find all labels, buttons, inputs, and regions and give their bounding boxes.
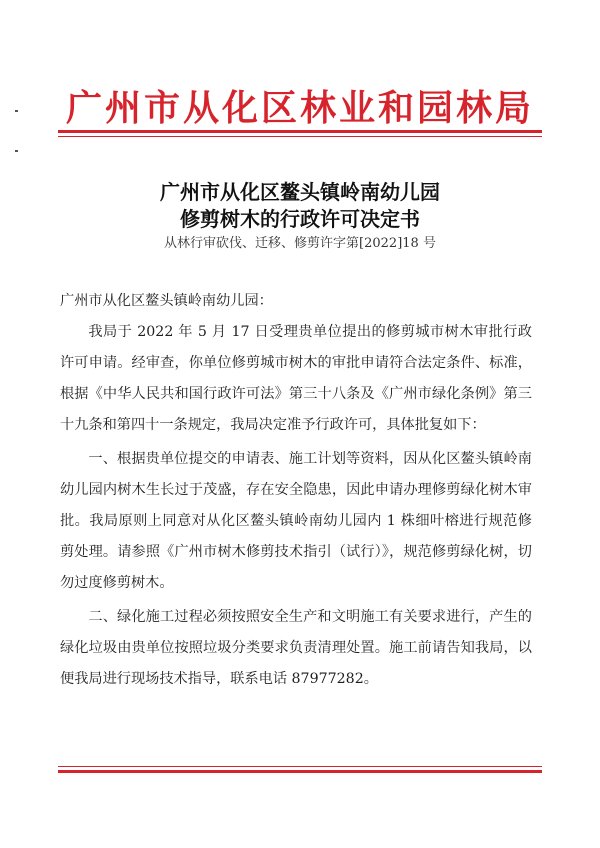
- document-number: 从林行审砍伐、迁移、修剪许字第[2022]18 号: [164, 236, 436, 251]
- paragraph-acceptance: 我局于 2022 年 5 月 17 日受理贵单位提出的修剪城市树木审批行政许可申请。经审查，你单位修剪城市树木的审批申请符合法定条件、标准，根据《中华人民共和国行政许可法》第三十八条及《广州市绿化条例》第三十九条和第四十一条规定，我局决定准予行政许可，具体批复如下：: [60, 324, 532, 433]
- footer-red-rule-thick: [58, 770, 542, 773]
- header-red-rule-thin: [58, 136, 542, 137]
- paragraph-approval-item-1: 一、根据贵单位提交的申请表、施工计划等资料，因从化区鳌头镇岭南幼儿园内树木生长过于茂盛，存在安全隐患，因此申请办理修剪绿化树木审批。我局原则上同意对从化区鳌头镇岭南幼儿园内 1 株细叶榕进行规范修剪处理。请参照《广州市树木修剪技术指引（试行）》，规范修剪绿化树，切勿过度修剪树木。: [60, 451, 532, 591]
- salutation: 广州市从化区鳌头镇岭南幼儿园：: [60, 293, 273, 309]
- document-title-line1: 广州市从化区鳌头镇岭南幼儿园: [160, 180, 440, 204]
- header-red-rule-thick: [58, 130, 542, 133]
- document-body: [60, 286, 532, 695]
- scan-mark: [15, 110, 18, 112]
- footer-red-rule-thin: [58, 766, 542, 767]
- agency-header-title: 广州市从化区林业和园林局: [65, 87, 534, 129]
- paragraph-approval-item-2: 二、绿化施工过程必须按照安全生产和文明施工有关要求进行，产生的绿化垃圾由贵单位按照垃圾分类要求负责清理处置。施工前请告知我局，以便我局进行现场技术指导，联系电话 87977282。: [60, 609, 532, 687]
- document-title-line2: 修剪树木的行政许可决定书: [180, 207, 420, 231]
- scan-mark: [15, 150, 18, 152]
